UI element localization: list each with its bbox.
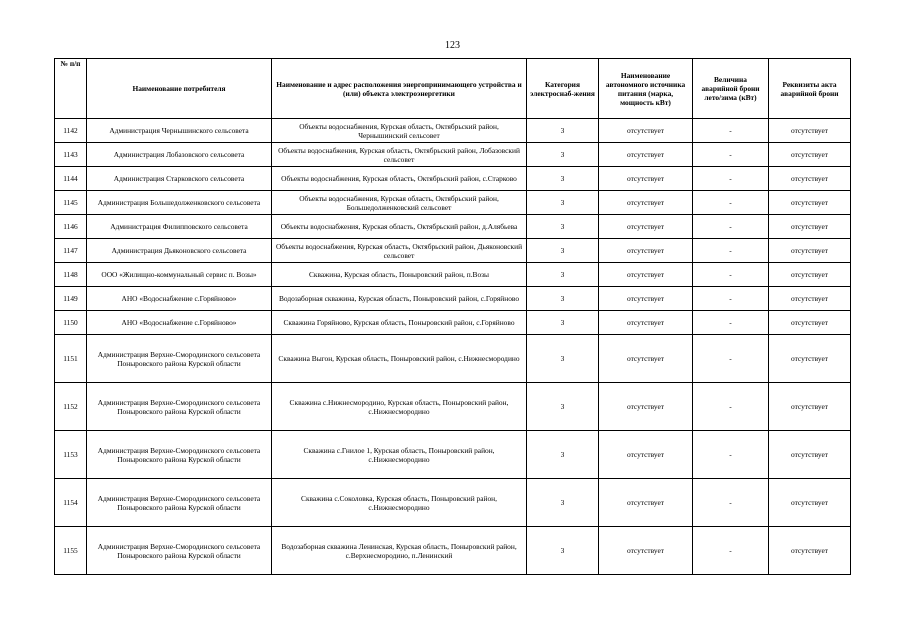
row-consumer: Администрация Верхне-Смородинского сельсовета Поныровского района Курской области: [87, 335, 272, 383]
row-consumer: Администрация Дьяконовского сельсовета: [87, 239, 272, 263]
row-num: 1152: [55, 383, 87, 431]
row-num: 1142: [55, 119, 87, 143]
table-row: [55, 479, 851, 527]
table-row: [55, 383, 851, 431]
row-power: -: [693, 479, 769, 527]
row-power: -: [693, 287, 769, 311]
row-act: отсутствует: [769, 215, 851, 239]
row-num: 1144: [55, 167, 87, 191]
row-num: 1151: [55, 335, 87, 383]
row-source: отсутствует: [599, 119, 693, 143]
row-act: отсутствует: [769, 479, 851, 527]
row-source: отсутствует: [599, 263, 693, 287]
table-row: [55, 263, 851, 287]
row-source: отсутствует: [599, 191, 693, 215]
table-row: [55, 287, 851, 311]
row-consumer: Администрация Верхне-Смородинского сельсовета Поныровского района Курской области: [87, 527, 272, 575]
row-source: отсутствует: [599, 335, 693, 383]
table-row: [55, 239, 851, 263]
row-power: -: [693, 383, 769, 431]
row-consumer: Администрация Верхне-Смородинского сельсовета Поныровского района Курской области: [87, 431, 272, 479]
row-source: отсутствует: [599, 383, 693, 431]
row-source: отсутствует: [599, 287, 693, 311]
row-address: Скважина с.Нижнесмородино, Курская область, Поныровский район, с.Нижнесмородино: [272, 383, 527, 431]
row-address: Объекты водоснабжения, Курская область, Октябрьский район, Чернышинский сельсовет: [272, 119, 527, 143]
row-category: 3: [527, 215, 599, 239]
header-address: Наименование и адрес расположения энергопринимающего устройства и (или) объекта электроэнергетики: [272, 59, 527, 119]
row-consumer: Администрация Старковского сельсовета: [87, 167, 272, 191]
row-source: отсутствует: [599, 527, 693, 575]
header-category: Категория электроснаб-жения: [527, 59, 599, 119]
row-source: отсутствует: [599, 143, 693, 167]
row-consumer: АНО «Водоснабжение с.Горяйново»: [87, 311, 272, 335]
row-address: Объекты водоснабжения, Курская область, Октябрьский район, с.Старково: [272, 167, 527, 191]
row-power: -: [693, 167, 769, 191]
header-act: Реквизиты акта аварийной брони: [769, 59, 851, 119]
row-address: Скважина Выгон, Курская область, Поныровский район, с.Нижнесмородино: [272, 335, 527, 383]
table-header-row: [55, 59, 851, 119]
row-consumer: Администрация Чернышинского сельсовета: [87, 119, 272, 143]
row-source: отсутствует: [599, 431, 693, 479]
row-address: Объекты водоснабжения, Курская область, Октябрьский район, Дьяконовский сельсовет: [272, 239, 527, 263]
row-source: отсутствует: [599, 239, 693, 263]
row-address: Скважина с.Соколовка, Курская область, Поныровский район, с.Нижнесмородино: [272, 479, 527, 527]
header-power: Величина аварийной брони лето/зима (кВт): [693, 59, 769, 119]
row-act: отсутствует: [769, 431, 851, 479]
row-power: -: [693, 215, 769, 239]
row-num: 1150: [55, 311, 87, 335]
row-act: отсутствует: [769, 335, 851, 383]
row-category: 3: [527, 167, 599, 191]
row-power: -: [693, 143, 769, 167]
row-category: 3: [527, 431, 599, 479]
row-power: -: [693, 191, 769, 215]
header-source: Наименование автономного источника питания (марка, мощность кВт): [599, 59, 693, 119]
row-consumer: ООО «Жилищно-коммунальный сервис п. Возы»: [87, 263, 272, 287]
row-category: 3: [527, 263, 599, 287]
row-category: 3: [527, 335, 599, 383]
row-act: отсутствует: [769, 527, 851, 575]
row-power: -: [693, 431, 769, 479]
row-address: Водозаборная скважина, Курская область, Поныровский район, с.Горяйново: [272, 287, 527, 311]
row-num: 1153: [55, 431, 87, 479]
row-consumer: Администрация Лобазовского сельсовета: [87, 143, 272, 167]
row-category: 3: [527, 311, 599, 335]
table-row: [55, 431, 851, 479]
row-consumer: Администрация Большедолженковского сельсовета: [87, 191, 272, 215]
row-num: 1147: [55, 239, 87, 263]
row-address: Скважина Горяйново, Курская область, Поныровский район, с.Горяйново: [272, 311, 527, 335]
row-address: Скважина, Курская область, Поныровский район, п.Возы: [272, 263, 527, 287]
row-act: отсутствует: [769, 287, 851, 311]
row-num: 1143: [55, 143, 87, 167]
table-row: [55, 527, 851, 575]
row-num: 1148: [55, 263, 87, 287]
row-category: 3: [527, 239, 599, 263]
row-power: -: [693, 239, 769, 263]
row-act: отсутствует: [769, 311, 851, 335]
row-category: 3: [527, 191, 599, 215]
header-num: № п/п: [55, 59, 87, 119]
row-consumer: Администрация Верхне-Смородинского сельсовета Поныровского района Курской области: [87, 479, 272, 527]
row-act: отсутствует: [769, 263, 851, 287]
row-category: 3: [527, 479, 599, 527]
row-act: отсутствует: [769, 383, 851, 431]
row-num: 1154: [55, 479, 87, 527]
row-num: 1145: [55, 191, 87, 215]
row-act: отсутствует: [769, 143, 851, 167]
row-address: Объекты водоснабжения, Курская область, Октябрьский район, д.Алябьева: [272, 215, 527, 239]
row-category: 3: [527, 527, 599, 575]
row-source: отсутствует: [599, 167, 693, 191]
row-consumer: Администрация Филипповского сельсовета: [87, 215, 272, 239]
row-power: -: [693, 119, 769, 143]
row-num: 1146: [55, 215, 87, 239]
row-consumer: АНО «Водоснабжение с.Горяйново»: [87, 287, 272, 311]
table-row: [55, 167, 851, 191]
row-address: Объекты водоснабжения, Курская область, Октябрьский район, Большедолженковский сельсовет: [272, 191, 527, 215]
row-category: 3: [527, 143, 599, 167]
row-num: 1149: [55, 287, 87, 311]
table-row: [55, 119, 851, 143]
table-row: [55, 215, 851, 239]
row-act: отсутствует: [769, 191, 851, 215]
row-category: 3: [527, 119, 599, 143]
table-row: [55, 335, 851, 383]
table-row: [55, 311, 851, 335]
emergency-reserve-table: [54, 58, 851, 575]
row-act: отсутствует: [769, 167, 851, 191]
row-source: отсутствует: [599, 479, 693, 527]
row-act: отсутствует: [769, 119, 851, 143]
row-source: отсутствует: [599, 311, 693, 335]
header-consumer: Наименование потребителя: [87, 59, 272, 119]
row-address: Объекты водоснабжения, Курская область, Октябрьский район, Лобазовский сельсовет: [272, 143, 527, 167]
row-category: 3: [527, 383, 599, 431]
row-address: Водозаборная скважина Ленинская, Курская область, Поныровский район, с.Верхнесмородино, п.Ленинский: [272, 527, 527, 575]
row-category: 3: [527, 287, 599, 311]
row-power: -: [693, 311, 769, 335]
row-power: -: [693, 335, 769, 383]
table-row: [55, 191, 851, 215]
table-row: [55, 143, 851, 167]
row-power: -: [693, 263, 769, 287]
row-power: -: [693, 527, 769, 575]
row-address: Скважина с.Гнилое 1, Курская область, Поныровский район, с.Нижнесмородино: [272, 431, 527, 479]
page-number: 123: [445, 40, 460, 51]
row-consumer: Администрация Верхне-Смородинского сельсовета Поныровского района Курской области: [87, 383, 272, 431]
row-act: отсутствует: [769, 239, 851, 263]
row-num: 1155: [55, 527, 87, 575]
row-source: отсутствует: [599, 215, 693, 239]
